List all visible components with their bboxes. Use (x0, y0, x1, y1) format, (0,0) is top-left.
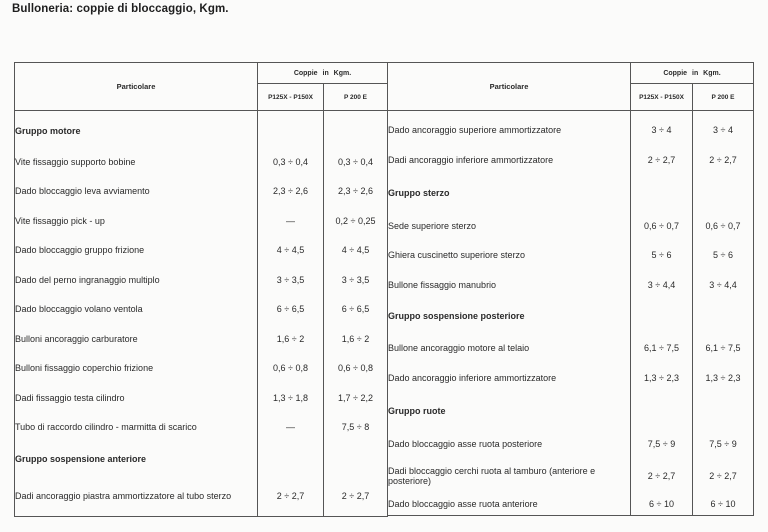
group-label: Gruppo sospensione posteriore (388, 300, 631, 332)
torque-value-model-a (631, 300, 693, 332)
torque-value-model-b: 0,3 ÷ 0,4 (324, 147, 388, 177)
header-model-a: P125X - P150X (631, 84, 693, 111)
part-name: Dado bloccaggio asse ruota posteriore (388, 429, 631, 459)
group-row (15, 115, 388, 147)
header-coppie: Coppie in Kgm. (631, 63, 754, 84)
part-name: Bullone ancoraggio motore al telaio (388, 332, 631, 364)
torque-value-model-a: 6 ÷ 10 (631, 493, 693, 516)
torque-value-model-a: 3 ÷ 3,5 (258, 265, 324, 295)
torque-value-model-a: 0,6 ÷ 0,7 (631, 211, 693, 241)
torque-value-model-a: 3 ÷ 4,4 (631, 270, 693, 300)
part-name: Vite fissaggio pick - up (15, 206, 258, 236)
header-particolare: Particolare (388, 63, 631, 111)
group-row (388, 393, 754, 429)
torque-value-model-b: 0,6 ÷ 0,8 (324, 354, 388, 383)
table-row (388, 332, 754, 364)
part-name: Dado bloccaggio gruppo frizione (15, 236, 258, 265)
torque-value-model-a (258, 442, 324, 477)
torque-value-model-b (693, 300, 754, 332)
torque-value-model-b (693, 175, 754, 211)
torque-value-model-a: 2,3 ÷ 2,6 (258, 177, 324, 206)
part-name: Dado bloccaggio volano ventola (15, 295, 258, 324)
table-row (15, 295, 388, 324)
torque-value-model-b: 1,7 ÷ 2,2 (324, 383, 388, 413)
part-name: Dado del perno ingranaggio multiplo (15, 265, 258, 295)
part-name: Ghiera cuscinetto superiore sterzo (388, 241, 631, 270)
table-row (388, 211, 754, 241)
group-row (15, 442, 388, 477)
torque-value-model-a: 2 ÷ 2,7 (631, 459, 693, 493)
group-label: Gruppo motore (15, 115, 258, 147)
torque-value-model-a (258, 115, 324, 147)
table-row (388, 115, 754, 145)
header-model-a: P125X - P150X (258, 84, 324, 111)
page-title: Bulloneria: coppie di bloccaggio, Kgm. (12, 3, 229, 15)
group-label: Gruppo sospensione anteriore (15, 442, 258, 477)
torque-value-model-a: 4 ÷ 4,5 (258, 236, 324, 265)
torque-value-model-b (693, 393, 754, 429)
part-name: Bullone fissaggio manubrio (388, 270, 631, 300)
torque-value-model-b: 2,3 ÷ 2,6 (324, 177, 388, 206)
part-name: Dadi fissaggio testa cilindro (15, 383, 258, 413)
table-row (15, 354, 388, 383)
torque-value-model-b: 0,2 ÷ 0,25 (324, 206, 388, 236)
header-coppie: Coppie in Kgm. (258, 63, 388, 84)
part-name: Dado bloccaggio asse ruota anteriore (388, 493, 631, 516)
torque-value-model-b: 2 ÷ 2,7 (693, 145, 754, 175)
torque-value-model-a: — (258, 413, 324, 442)
torque-value-model-a: 5 ÷ 6 (631, 241, 693, 270)
table-row (15, 324, 388, 354)
part-name: Bulloni fissaggio coperchio frizione (15, 354, 258, 383)
torque-value-model-b: 0,6 ÷ 0,7 (693, 211, 754, 241)
part-name: Dadi bloccaggio cerchi ruota al tamburo (anteriore e posteriore) (388, 459, 631, 493)
torque-value-model-a: 6 ÷ 6,5 (258, 295, 324, 324)
torque-value-model-a: 7,5 ÷ 9 (631, 429, 693, 459)
torque-value-model-a (631, 393, 693, 429)
table-row (15, 206, 388, 236)
table-row (388, 270, 754, 300)
torque-table-left (14, 62, 388, 517)
torque-value-model-a: 2 ÷ 2,7 (258, 477, 324, 517)
torque-value-model-b: 4 ÷ 4,5 (324, 236, 388, 265)
table-row (388, 493, 754, 516)
torque-value-model-a: 3 ÷ 4 (631, 115, 693, 145)
torque-value-model-a: 1,3 ÷ 2,3 (631, 364, 693, 393)
torque-value-model-b (324, 442, 388, 477)
header-model-b: P 200 E (324, 84, 388, 111)
part-name: Bulloni ancoraggio carburatore (15, 324, 258, 354)
torque-value-model-b: 2 ÷ 2,7 (693, 459, 754, 493)
torque-value-model-a: 1,3 ÷ 1,8 (258, 383, 324, 413)
torque-value-model-b: 1,6 ÷ 2 (324, 324, 388, 354)
torque-value-model-a: — (258, 206, 324, 236)
torque-value-model-a: 0,3 ÷ 0,4 (258, 147, 324, 177)
part-name: Tubo di raccordo cilindro - marmitta di scarico (15, 413, 258, 442)
header-model-b: P 200 E (693, 84, 754, 111)
table-row (388, 429, 754, 459)
table-row (15, 413, 388, 442)
part-name: Sede superiore sterzo (388, 211, 631, 241)
part-name: Dado bloccaggio leva avviamento (15, 177, 258, 206)
table-row (388, 459, 754, 493)
table-row (15, 177, 388, 206)
table-row (15, 147, 388, 177)
torque-value-model-b: 2 ÷ 2,7 (324, 477, 388, 517)
torque-value-model-a: 1,6 ÷ 2 (258, 324, 324, 354)
torque-value-model-b: 7,5 ÷ 8 (324, 413, 388, 442)
torque-value-model-b: 3 ÷ 3,5 (324, 265, 388, 295)
part-name: Dadi ancoraggio inferiore ammortizzatore (388, 145, 631, 175)
torque-value-model-a: 6,1 ÷ 7,5 (631, 332, 693, 364)
table-row (15, 477, 388, 517)
torque-table-right (387, 62, 754, 516)
group-row (388, 300, 754, 332)
part-name: Dadi ancoraggio piastra ammortizzatore al tubo sterzo (15, 477, 258, 517)
header-particolare: Particolare (15, 63, 258, 111)
torque-value-model-b (324, 115, 388, 147)
torque-value-model-b: 6,1 ÷ 7,5 (693, 332, 754, 364)
torque-value-model-a: 0,6 ÷ 0,8 (258, 354, 324, 383)
part-name: Vite fissaggio supporto bobine (15, 147, 258, 177)
torque-value-model-a (631, 175, 693, 211)
torque-value-model-b: 6 ÷ 10 (693, 493, 754, 516)
group-label: Gruppo ruote (388, 393, 631, 429)
torque-value-model-b: 7,5 ÷ 9 (693, 429, 754, 459)
torque-value-model-b: 3 ÷ 4 (693, 115, 754, 145)
torque-value-model-b: 5 ÷ 6 (693, 241, 754, 270)
torque-table-left-body (15, 111, 388, 517)
torque-value-model-b: 6 ÷ 6,5 (324, 295, 388, 324)
table-row (15, 236, 388, 265)
torque-value-model-a: 2 ÷ 2,7 (631, 145, 693, 175)
part-name: Dado ancoraggio inferiore ammortizzatore (388, 364, 631, 393)
group-row (388, 175, 754, 211)
torque-table-right-body (388, 111, 754, 516)
table-row (15, 265, 388, 295)
table-row (388, 241, 754, 270)
table-row (388, 145, 754, 175)
torque-value-model-b: 3 ÷ 4,4 (693, 270, 754, 300)
group-label: Gruppo sterzo (388, 175, 631, 211)
table-row (15, 383, 388, 413)
torque-value-model-b: 1,3 ÷ 2,3 (693, 364, 754, 393)
part-name: Dado ancoraggio superiore ammortizzatore (388, 115, 631, 145)
table-row (388, 364, 754, 393)
